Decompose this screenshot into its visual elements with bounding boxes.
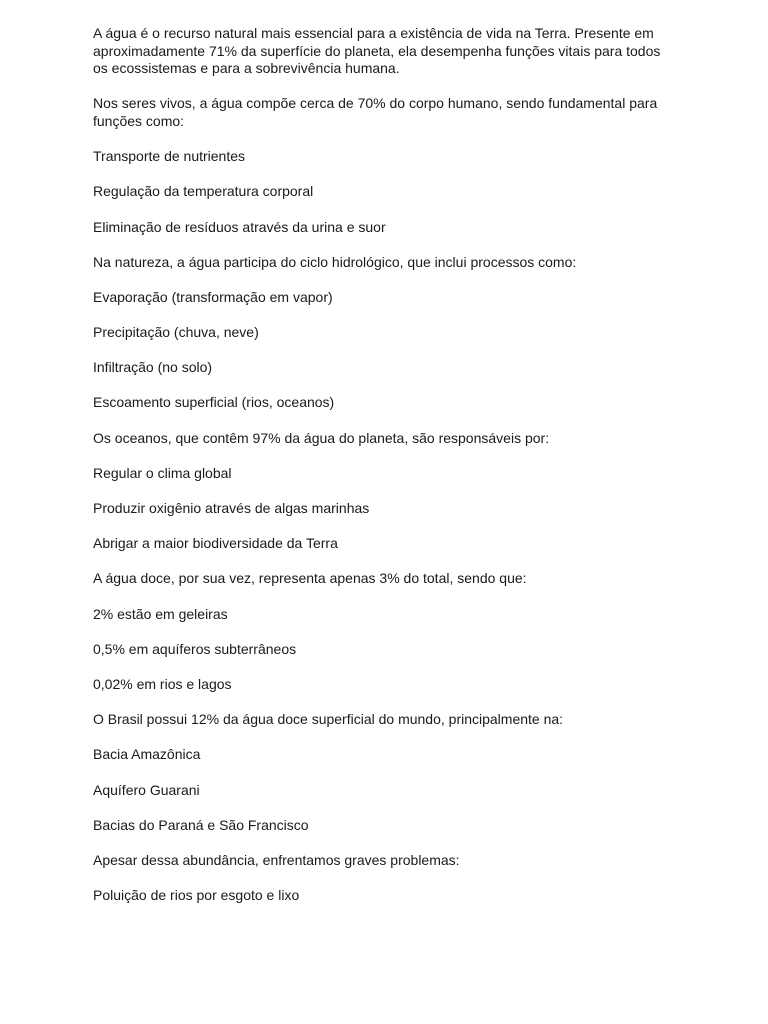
list-item: Regular o clima global [93,464,232,481]
list-item: 0,02% em rios e lagos [93,675,232,692]
list-item: Produzir oxigênio através de algas marinhas [93,500,370,517]
human-body-paragraph: Nos seres vivos, a água compõe cerca de 70% do corpo humano, sendo fundamental para funções como: [93,95,658,129]
list-item: Evaporação (transformação em vapor) [93,288,333,305]
list-item: Abrigar a maior biodiversidade da Terra [93,535,338,552]
list-item: Transporte de nutrientes [93,148,246,165]
list-item: Eliminação de resíduos através da urina e suor [93,218,386,235]
oceans-paragraph: Os oceanos, que contêm 97% da água do planeta, são responsáveis por: [93,429,550,446]
list-item: Aquífero Guarani [93,781,200,798]
fresh-water-paragraph: A água doce, por sua vez, representa apenas 3% do total, sendo que: [93,570,527,587]
brazil-paragraph: O Brasil possui 12% da água doce superficial do mundo, principalmente na: [93,711,564,728]
list-item: Bacias do Paraná e São Francisco [93,816,309,833]
list-item: Precipitação (chuva, neve) [93,324,259,341]
list-item: Poluição de rios por esgoto e lixo [93,887,300,904]
intro-paragraph: A água é o recurso natural mais essencial para a existência de vida na Terra. Presente em aproximadamente 71% da superfície do planeta, ela desempenha funções vitais para todos os ecossistemas e para a sobrevivência humana. [93,25,661,77]
list-item: Infiltração (no solo) [93,359,213,376]
list-item: 2% estão em geleiras [93,605,228,622]
problems-paragraph: Apesar dessa abundância, enfrentamos graves problemas: [93,851,460,868]
list-item: Regulação da temperatura corporal [93,183,314,200]
list-item: Bacia Amazônica [93,746,201,763]
hydrologic-cycle-paragraph: Na natureza, a água participa do ciclo hidrológico, que inclui processos como: [93,253,577,270]
list-item: Escoamento superficial (rios, oceanos) [93,394,335,411]
list-item: 0,5% em aquíferos subterrâneos [93,640,297,657]
